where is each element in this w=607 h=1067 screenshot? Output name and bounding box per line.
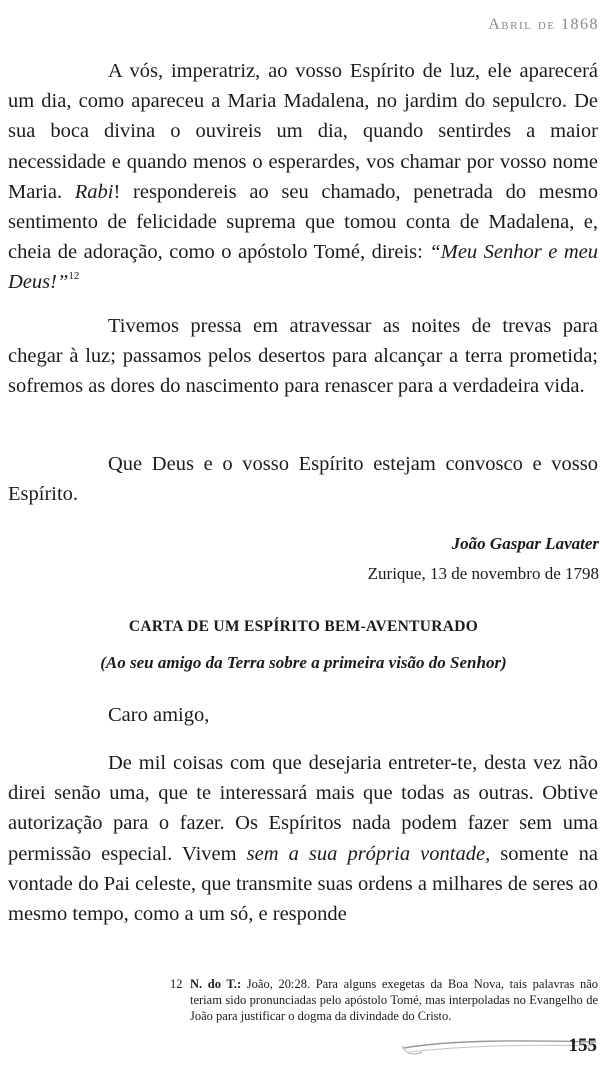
paragraph-1 (8, 56, 598, 298)
footnote-body: João, 20:28. Para alguns exegetas da Boa Nova, tais palavras não teriam sido pronunciadas pelo apóstolo Tomé, mas interpoladas no Evangelho de João para justificar o dogma da divindade do Cristo. (190, 977, 599, 1023)
footnote (170, 976, 598, 1024)
running-header: Abril de 1868 (488, 16, 599, 33)
section-title: CARTA DE UM ESPÍRITO BEM-AVENTURADO (128, 618, 479, 635)
footnote-label: N. do T.: (190, 977, 242, 991)
page-number: 155 (568, 1035, 597, 1056)
thomas-quote: “Meu Senhor e meu Deus!” (8, 241, 598, 294)
paragraph-1-text-a: A vós, imperatriz, ao vosso Espírito de luz, ele aparecerá um dia, como apareceu a Maria Madalena, no jardim do sepulcro. De sua boca divina o ouvireis um dia, quando sentirdes a maior necessidade e quando menos o esperardes, vos chamar por vosso nome Maria. (8, 60, 598, 203)
signature-name: João Gaspar Lavater (451, 534, 599, 553)
paragraph-1-text-b: ! respondereis ao seu chamado, penetrada do mesmo sentimento de felicidade suprema que tomou conta de Madalena, e, cheia de adoração, como o apóstolo Tomé, direis: (8, 180, 599, 264)
section-subtitle: (Ao seu amigo da Terra sobre a primeira visão do Senhor) (100, 653, 507, 672)
salutation: Caro amigo, (108, 704, 210, 726)
rabi-emphasis: Rabi (74, 180, 114, 203)
place-date: Zurique, 13 de novembro de 1798 (367, 564, 599, 583)
paragraph-3: Que Deus e o vosso Espírito estejam convosco e vosso Espírito. (8, 453, 598, 506)
paragraph-4-emphasis: sem a sua própria vontade (246, 842, 486, 865)
paragraph-4-text-b: , somente na vontade do Pai celeste, que transmite suas ordens a milhares de seres ao mesmo tempo, como a um só, e responde (8, 842, 598, 926)
paragraph-4-text-a: De mil coisas com que desejaria entreter-te, desta vez não direi senão uma, que te interessará mais que todas as outras. Obtive autorização para o fazer. Os Espíritos nada podem fazer sem uma permissão especial. Vivem (8, 752, 598, 865)
paragraph-2: Tivemos pressa em atravessar as noites de trevas para chegar à luz; passamos pelos desertos para alcançar a terra prometida; sofremos as dores do nascimento para renascer para a verdadeira vida. (8, 315, 598, 398)
footnote-reference: 12 (68, 270, 80, 283)
footnote-text (190, 976, 598, 1024)
footnote-number: 12 (170, 977, 183, 991)
paragraph-4 (8, 748, 598, 929)
